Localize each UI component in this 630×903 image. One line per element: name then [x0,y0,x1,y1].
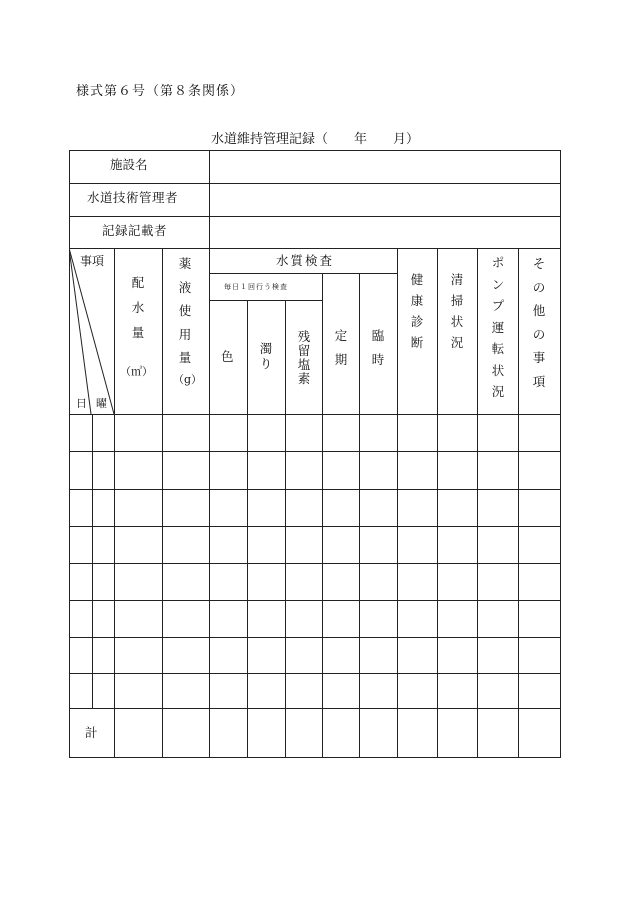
technical-manager-value[interactable] [210,184,560,216]
recorder-label: 記録記載者 [102,223,168,238]
diagonal-divider [69,248,115,415]
facility-name-label: 施設名 [110,157,148,172]
char: 状 [450,314,464,329]
char: 定 [334,328,348,343]
char: 素 [297,371,311,386]
char: 掃 [450,293,464,308]
distribution-label [131,270,145,345]
rule [359,273,360,758]
rule [285,300,286,758]
char: 量 [178,350,192,365]
rule [162,248,163,758]
recorder-value[interactable] [210,217,560,248]
rule [397,248,398,758]
turbidity-label [259,341,273,371]
char: 診 [410,314,424,329]
rule [69,563,560,564]
char: 健 [410,272,424,287]
form-number: 様式第６号（第８条関係） [76,84,245,99]
char: 康 [410,293,424,308]
char: 量 [131,325,145,340]
temporary-label [371,324,385,372]
char: そ [532,256,546,271]
char: 水 [131,300,145,315]
rule [69,600,560,601]
daily-once-label: 毎日１回行う検査 [224,283,288,291]
rule [69,637,560,638]
char: 時 [371,352,385,367]
rule [209,273,397,274]
char: り [259,356,273,371]
char: 濁 [259,341,273,356]
char: の [532,279,546,295]
char: 用 [178,326,192,342]
char: 期 [334,352,348,367]
char: 留 [297,343,311,358]
cleaning-label [450,269,464,353]
rule [322,273,323,758]
rule [69,489,560,490]
residual-chlorine-label [297,330,311,386]
rule [518,248,519,758]
total-label: 計 [85,725,98,740]
char: プ [491,298,505,313]
char: 況 [491,384,505,399]
rule [69,248,560,249]
rule [69,708,560,709]
char: ン [491,276,505,292]
rule [69,526,560,527]
day-label: 日 [76,397,87,410]
char: 清 [450,272,464,287]
char: 薬 [178,256,192,271]
char: 項 [532,373,546,389]
health-check-label [410,269,424,353]
rule [92,414,93,708]
technical-manager-label: 水道技術管理者 [87,190,179,205]
color-label: 色 [221,349,234,364]
item-label: 事項 [80,254,105,268]
weekday-label: 曜 [96,397,107,410]
facility-name-value[interactable] [210,151,560,183]
char: 臨 [371,328,385,343]
rule [69,414,560,415]
char: 況 [450,335,464,350]
chemical-label [178,252,192,370]
char: の [532,326,546,342]
char: 使 [178,303,192,318]
char: 配 [131,275,145,290]
distribution-unit: （㎥） [120,365,153,378]
chemical-unit: （g） [173,373,203,386]
char: 他 [532,303,546,318]
pump-label [491,252,505,403]
water-quality-label: 水質検査 [276,253,335,268]
char: 運 [491,319,505,335]
rule [69,757,561,758]
rule [209,300,322,301]
rule [69,451,560,452]
other-label [532,252,546,393]
char: 残 [297,329,311,344]
char: 状 [491,362,505,378]
periodic-label [334,324,348,372]
rule [69,150,70,758]
char: 断 [410,335,424,350]
char: 塩 [297,357,311,372]
record-title: 水道維持管理記録（ 年 月） [210,132,419,147]
rule [69,673,560,674]
rule [247,300,248,758]
char: ポ [491,255,505,270]
char: 事 [532,350,546,365]
rule [477,248,478,758]
rule [560,150,561,758]
rule [437,248,438,758]
char: 液 [178,279,192,295]
char: 転 [491,341,505,356]
